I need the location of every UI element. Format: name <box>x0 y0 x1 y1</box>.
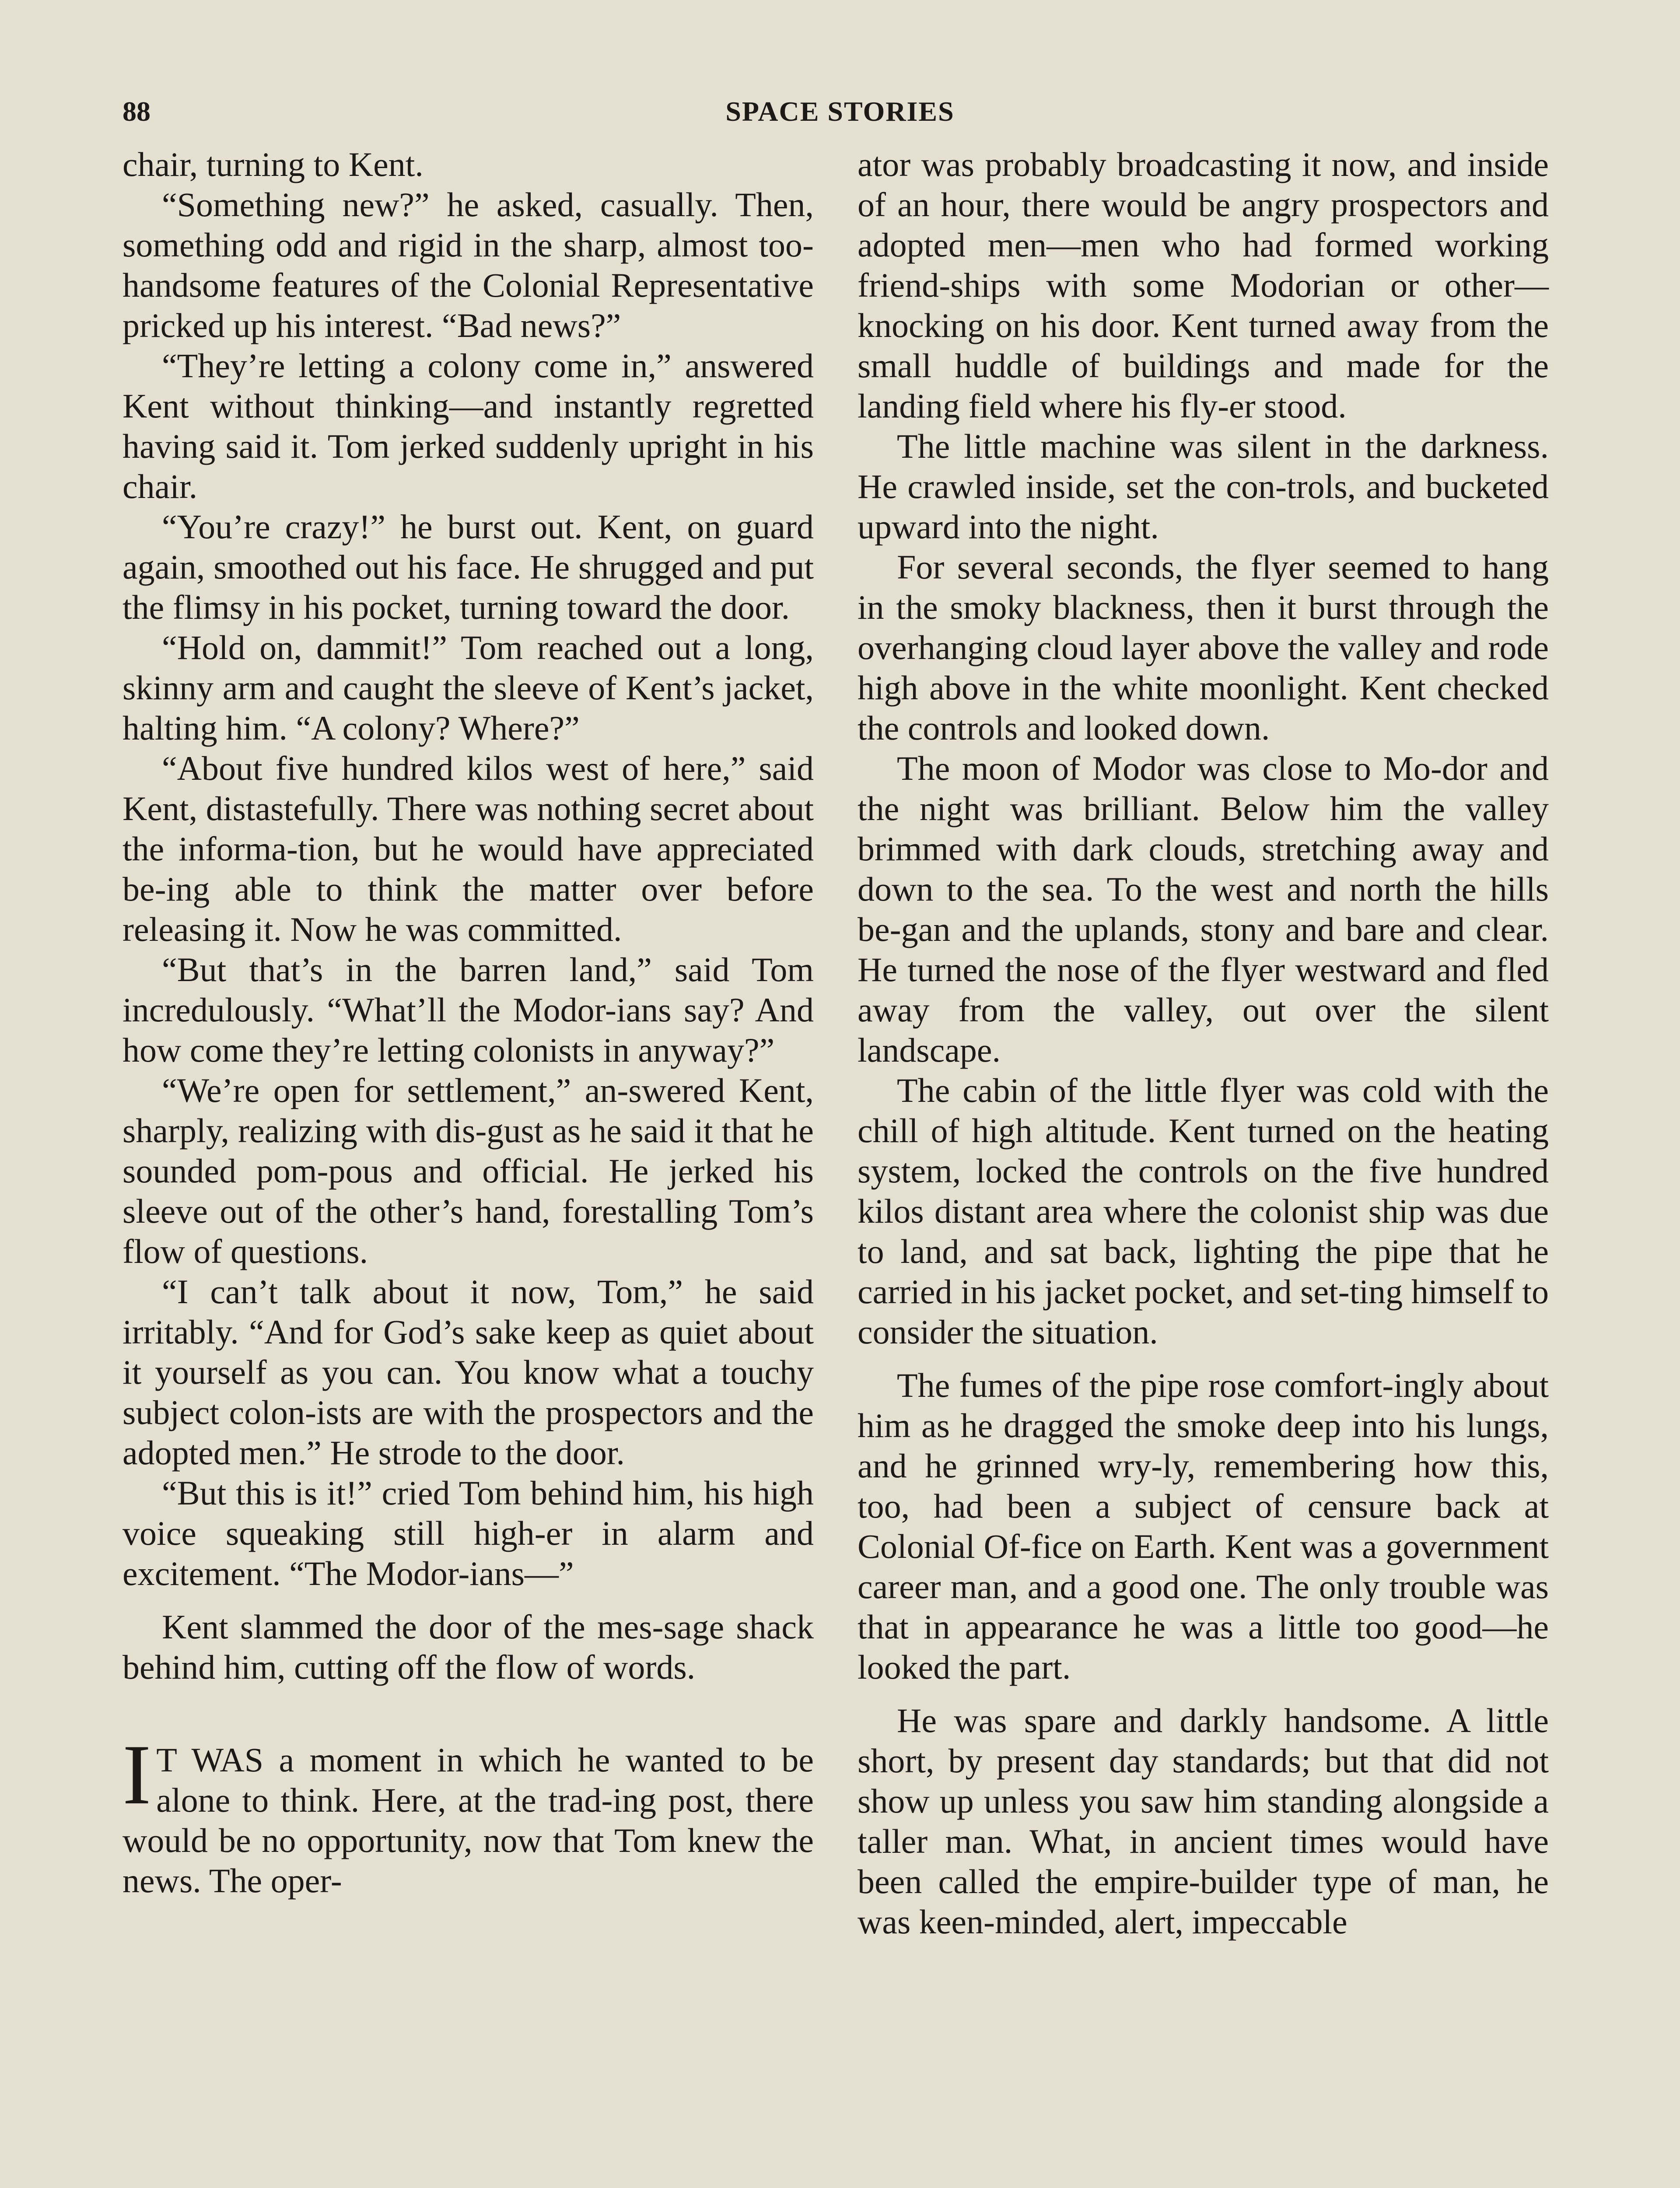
paragraph: chair, turning to Kent. <box>122 145 424 183</box>
paragraph: “Hold on, dammit!” Tom reached out a long, skinny arm and caught the sleeve of Kent’s jacket, halting him. “A colony? Where?” <box>122 628 814 747</box>
paragraph: “Something new?” he asked, casually. Then, something odd and rigid in the sharp, almost too-handsome features of the Colonial Representative pricked up his interest. “Bad news?” <box>122 186 814 344</box>
paragraph: For several seconds, the flyer seemed to hang in the smoky blackness, then it burst through the overhanging cloud layer above the valley and rode high above in the white moonlight. Kent checked the controls and looked down. <box>858 548 1549 747</box>
page-number: 88 <box>122 96 150 127</box>
paragraph: “We’re open for settlement,” an-swered Kent, sharply, realizing with dis-gust as he said it that he sounded pom-pous and official. He jerked his sleeve out of the other’s hand, forestalling Tom’s flow of questions. <box>122 1071 814 1270</box>
paragraph: “But that’s in the barren land,” said Tom incredulously. “What’ll the Modor-ians say? And how come they’re letting colonists in anyway?” <box>122 950 814 1069</box>
paragraph: The fumes of the pipe rose comfort-ingly about him as he dragged the smoke deep into his lungs, and he grinned wry-ly, remembering how this, too, had been a subject of censure back at Colonial Of-fice on Earth. Kent was a government career man, and a good one. The only trouble was that in appearance he was a little too good—he looked the part. <box>858 1366 1549 1686</box>
section-opening-text: T WAS a moment in which he wanted to be alone to think. Here, at the trad-ing post, there would be no opportunity, now that Tom knew the news. The oper- <box>122 1741 814 1900</box>
paragraph: Kent slammed the door of the mes-sage shack behind him, cutting off the flow of words. <box>122 1608 814 1686</box>
drop-cap: I <box>122 1727 151 1822</box>
paragraph: The little machine was silent in the darkness. He crawled inside, set the con-trols, and bucketed upward into the night. <box>858 427 1549 546</box>
paragraph: “They’re letting a colony come in,” answered Kent without thinking—and instantly regretted having said it. Tom jerked suddenly upright in his chair. <box>122 347 814 505</box>
paragraph: The cabin of the little flyer was cold with the chill of high altitude. Kent turned on the heating system, locked the controls on the five hundred kilos distant area where the colonist ship was due to land, and sat back, lighting the pipe that he carried in his jacket pocket, and set-ting himself to consider the situation. <box>858 1071 1549 1351</box>
running-title: SPACE STORIES <box>725 96 955 127</box>
paragraph: “You’re crazy!” he burst out. Kent, on guard again, smoothed out his face. He shrugged and put the flimsy in his pocket, turning toward the door. <box>122 508 814 626</box>
paragraph: ator was probably broadcasting it now, and inside of an hour, there would be angry prospectors and adopted men—men who had formed working friend-ships with some Modorian or other—knocking on his door. Kent turned away from the small huddle of buildings and made for the landing field where his fly-er stood. <box>858 145 1549 425</box>
left-column <box>122 144 814 1901</box>
paragraph: “But this is it!” cried Tom behind him, his high voice squeaking still high-er in alarm and excitement. “The Modor-ians—” <box>122 1474 814 1592</box>
paragraph: The moon of Modor was close to Mo-dor and the night was brilliant. Below him the valley brimmed with dark clouds, stretching away and down to the sea. To the west and north the hills be-gan and the uplands, stony and bare and clear. He turned the nose of the flyer westward and fled away from the valley, out over the silent landscape. <box>858 749 1549 1069</box>
section-opening-paragraph <box>122 1727 814 1901</box>
paragraph: “I can’t talk about it now, Tom,” he said irritably. “And for God’s sake keep as quiet about it yourself as you can. You know what a touchy subject colon-ists are with the prospectors and the adopted men.” He strode to the door. <box>122 1273 814 1472</box>
paragraph: “About five hundred kilos west of here,” said Kent, distastefully. There was nothing secret about the informa-tion, but he would have appreciated be-ing able to think the matter over before releasing it. Now he was committed. <box>122 749 814 948</box>
paragraph: He was spare and darkly handsome. A little short, by present day standards; but that did not show up unless you saw him standing alongside a taller man. What, in ancient times would have been called the empire-builder type of man, he was keen-minded, alert, impeccable <box>858 1701 1549 1941</box>
right-column <box>858 144 1549 1942</box>
